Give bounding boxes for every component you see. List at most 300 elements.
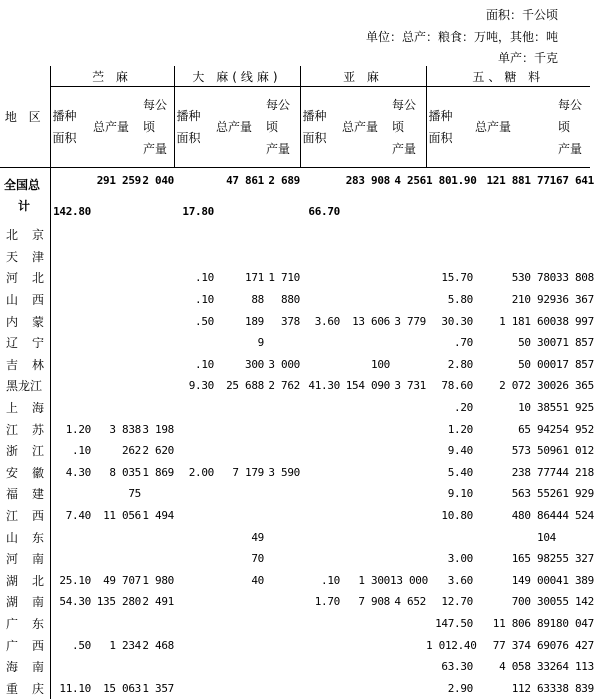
region-name: 湖南 xyxy=(0,591,50,613)
table-cell xyxy=(340,548,390,570)
table-cell: 55 327 xyxy=(556,548,590,570)
table-cell: 71 857 xyxy=(556,332,590,354)
column-subheader xyxy=(340,87,390,168)
table-cell: 2 762 xyxy=(264,375,300,397)
total-label: 计 xyxy=(4,199,30,213)
table-cell: 80 047 xyxy=(556,613,590,635)
region-column-header: 地 区 xyxy=(0,66,50,168)
table-cell xyxy=(214,397,264,419)
table-cell: 3.60 xyxy=(426,570,473,592)
table-cell xyxy=(300,677,340,699)
region-name: 内蒙 xyxy=(0,310,50,332)
table-row xyxy=(0,591,590,613)
group-header: 苎 麻 xyxy=(50,66,174,87)
table-row xyxy=(0,505,590,527)
table-row xyxy=(0,418,590,440)
table-cell xyxy=(141,332,174,354)
table-cell xyxy=(174,591,214,613)
table-cell: 300 xyxy=(214,354,264,376)
region-name: 福建 xyxy=(0,483,50,505)
total-row xyxy=(0,168,590,225)
table-cell xyxy=(340,246,390,268)
table-cell xyxy=(141,526,174,548)
group-header-row xyxy=(0,66,590,87)
table-cell xyxy=(300,634,340,656)
subheader-text: 每公 xyxy=(392,98,416,112)
table-cell xyxy=(141,289,174,311)
table-cell: 13 606 xyxy=(340,310,390,332)
table-cell xyxy=(141,310,174,332)
table-cell: 77 374 690 xyxy=(473,634,556,656)
table-cell xyxy=(214,634,264,656)
table-cell: 149 000 xyxy=(473,570,556,592)
table-cell xyxy=(141,483,174,505)
table-cell: 2 468 xyxy=(141,634,174,656)
table-cell: 54 952 xyxy=(556,418,590,440)
table-cell xyxy=(340,440,390,462)
table-cell xyxy=(174,418,214,440)
table-cell xyxy=(91,246,141,268)
table-cell xyxy=(91,354,141,376)
table-cell: 480 864 xyxy=(473,505,556,527)
column-subheader xyxy=(556,87,590,168)
table-cell xyxy=(214,483,264,505)
table-cell xyxy=(300,526,340,548)
region-name xyxy=(0,168,50,225)
table-cell xyxy=(390,397,426,419)
table-cell: 1 357 xyxy=(141,677,174,699)
table-cell: 563 552 xyxy=(473,483,556,505)
table-cell: 50 000 xyxy=(473,354,556,376)
table-cell: 165 982 xyxy=(473,548,556,570)
table-cell xyxy=(390,483,426,505)
table-cell xyxy=(300,418,340,440)
table-cell: 4.30 xyxy=(50,462,91,484)
region-name: 广西 xyxy=(0,634,50,656)
region-name: 山东 xyxy=(0,526,50,548)
table-cell xyxy=(264,418,300,440)
table-cell: .10 xyxy=(174,354,214,376)
unit-area-note: 面积：千公顷 xyxy=(486,6,558,23)
table-cell: 25.10 xyxy=(50,570,91,592)
table-cell: 5.40 xyxy=(426,462,473,484)
table-cell: 11.10 xyxy=(50,677,91,699)
table-cell xyxy=(174,332,214,354)
table-cell: 5.80 xyxy=(426,289,473,311)
table-cell xyxy=(91,289,141,311)
table-cell xyxy=(390,656,426,678)
table-row xyxy=(0,397,590,419)
table-cell: 880 xyxy=(264,289,300,311)
table-cell: 49 xyxy=(214,526,264,548)
region-name: 黑龙江 xyxy=(0,375,50,397)
table-cell xyxy=(174,656,214,678)
group-header: 亚 麻 xyxy=(300,66,426,87)
table-cell xyxy=(300,613,340,635)
table-cell: 15 063 xyxy=(91,677,141,699)
table-cell xyxy=(264,224,300,246)
table-cell: 3.60 xyxy=(300,310,340,332)
column-subheader xyxy=(390,87,426,168)
table-cell xyxy=(473,246,556,268)
table-cell: 78.60 xyxy=(426,375,473,397)
table-cell: 26 365 xyxy=(556,375,590,397)
subheader-text: 面积 xyxy=(429,131,453,145)
table-cell xyxy=(340,483,390,505)
table-cell: 3 000 xyxy=(264,354,300,376)
table-cell: 36 367 xyxy=(556,289,590,311)
table-cell xyxy=(141,656,174,678)
table-cell: 11 806 891 xyxy=(473,613,556,635)
table-cell xyxy=(300,483,340,505)
table-cell xyxy=(214,591,264,613)
table-cell xyxy=(141,354,174,376)
table-cell: 10 385 xyxy=(473,397,556,419)
table-cell: 262 xyxy=(91,440,141,462)
table-cell: 61 012 xyxy=(556,440,590,462)
table-cell: 530 780 xyxy=(473,267,556,289)
table-cell xyxy=(264,677,300,699)
table-cell: 104 xyxy=(473,526,556,548)
column-subheader xyxy=(141,87,174,168)
table-cell xyxy=(390,440,426,462)
table-cell xyxy=(300,332,340,354)
table-cell xyxy=(264,397,300,419)
table-cell xyxy=(264,246,300,268)
table-cell: 1 980 xyxy=(141,570,174,592)
table-cell: 3.00 xyxy=(426,548,473,570)
table-cell xyxy=(300,354,340,376)
subheader-text: 总产量 xyxy=(342,120,378,134)
subheader-text: 顷 xyxy=(143,120,155,134)
table-row xyxy=(0,570,590,592)
table-cell xyxy=(141,613,174,635)
region-name: 江西 xyxy=(0,505,50,527)
table-cell xyxy=(390,246,426,268)
table-cell xyxy=(174,613,214,635)
table-cell: 50 300 xyxy=(473,332,556,354)
table-cell xyxy=(174,397,214,419)
table-cell: 15.70 xyxy=(426,267,473,289)
region-name: 山西 xyxy=(0,289,50,311)
table-cell xyxy=(264,440,300,462)
table-cell xyxy=(340,332,390,354)
column-subheader xyxy=(473,87,556,168)
table-cell: 573 509 xyxy=(473,440,556,462)
table-row xyxy=(0,224,590,246)
table-cell xyxy=(390,613,426,635)
table-cell: 30.30 xyxy=(426,310,473,332)
table-cell: 291 259 xyxy=(91,168,141,225)
table-cell xyxy=(264,656,300,678)
table-cell xyxy=(556,526,590,548)
table-row xyxy=(0,613,590,635)
table-cell xyxy=(174,548,214,570)
table-row xyxy=(0,656,590,678)
table-cell xyxy=(390,462,426,484)
table-cell: .10 xyxy=(174,289,214,311)
table-cell xyxy=(390,526,426,548)
table-cell xyxy=(300,656,340,678)
subheader-text: 面积 xyxy=(53,131,77,145)
table-cell: 100 xyxy=(340,354,390,376)
table-cell: 2.90 xyxy=(426,677,473,699)
table-row xyxy=(0,526,590,548)
table-cell xyxy=(556,246,590,268)
table-cell xyxy=(390,289,426,311)
table-cell xyxy=(174,440,214,462)
table-cell: 378 xyxy=(264,310,300,332)
table-cell: 75 xyxy=(91,483,141,505)
table-cell: 700 300 xyxy=(473,591,556,613)
column-subheader xyxy=(174,87,214,168)
table-cell: 3 779 xyxy=(390,310,426,332)
table-cell: 1.20 xyxy=(426,418,473,440)
table-cell xyxy=(214,418,264,440)
region-name: 河北 xyxy=(0,267,50,289)
region-name: 河南 xyxy=(0,548,50,570)
table-cell: 2.00 xyxy=(174,462,214,484)
table-cell xyxy=(141,224,174,246)
table-cell: .70 xyxy=(426,332,473,354)
table-cell: 2 620 xyxy=(141,440,174,462)
table-cell: 63.30 xyxy=(426,656,473,678)
table-cell: 49 707 xyxy=(91,570,141,592)
table-cell xyxy=(174,677,214,699)
table-row xyxy=(0,483,590,505)
column-subheader xyxy=(300,87,340,168)
table-cell: 2 689 xyxy=(264,168,300,225)
table-cell xyxy=(91,267,141,289)
table-row xyxy=(0,289,590,311)
table-cell: 135 280 xyxy=(91,591,141,613)
table-cell: 1 234 xyxy=(91,634,141,656)
table-cell: 210 929 xyxy=(473,289,556,311)
table-cell: 3 198 xyxy=(141,418,174,440)
table-cell xyxy=(141,397,174,419)
subheader-text: 面积 xyxy=(303,131,327,145)
table-cell xyxy=(214,505,264,527)
table-cell: 1 494 xyxy=(141,505,174,527)
subheader-text: 产量 xyxy=(392,142,416,156)
region-name: 北京 xyxy=(0,224,50,246)
table-row xyxy=(0,246,590,268)
region-name: 重庆 xyxy=(0,677,50,699)
unit-yield-note: 单产：千克 xyxy=(498,49,558,66)
table-cell: 9 xyxy=(214,332,264,354)
table-row xyxy=(0,310,590,332)
table-cell xyxy=(426,526,473,548)
table-cell xyxy=(214,656,264,678)
table-header xyxy=(0,66,590,168)
table-cell xyxy=(300,548,340,570)
table-cell xyxy=(214,613,264,635)
table-cell xyxy=(300,505,340,527)
table-cell: 3 838 xyxy=(91,418,141,440)
subheader-text: 总产量 xyxy=(216,120,252,134)
table-cell xyxy=(264,526,300,548)
table-cell xyxy=(141,267,174,289)
table-cell xyxy=(174,246,214,268)
column-subheader xyxy=(214,87,264,168)
table-cell xyxy=(340,677,390,699)
table-cell xyxy=(556,224,590,246)
table-cell xyxy=(91,526,141,548)
table-cell: 147.50 xyxy=(426,613,473,635)
table-cell: 47 861 xyxy=(214,168,264,225)
table-cell xyxy=(300,440,340,462)
table-cell: 4 256 xyxy=(390,168,426,225)
table-cell: 54.30 xyxy=(50,591,91,613)
table-cell: 38 997 xyxy=(556,310,590,332)
table-cell xyxy=(340,224,390,246)
table-row xyxy=(0,677,590,699)
group-header: 五、糖 料 xyxy=(426,66,590,87)
table-cell xyxy=(50,375,91,397)
table-cell: 40 xyxy=(214,570,264,592)
table-cell xyxy=(340,267,390,289)
table-cell: .50 xyxy=(50,634,91,656)
region-name: 江苏 xyxy=(0,418,50,440)
table-cell: 70 xyxy=(214,548,264,570)
table-cell: 171 xyxy=(214,267,264,289)
table-cell: 9.30 xyxy=(174,375,214,397)
table-cell xyxy=(141,548,174,570)
table-cell xyxy=(340,613,390,635)
region-name: 辽宁 xyxy=(0,332,50,354)
table-row xyxy=(0,267,590,289)
table-cell xyxy=(300,462,340,484)
table-cell: 2 491 xyxy=(141,591,174,613)
table-cell: 76 427 xyxy=(556,634,590,656)
table-cell: 142.80 xyxy=(50,168,91,225)
subheader-text: 总产量 xyxy=(475,120,511,134)
table-cell xyxy=(390,634,426,656)
table-cell xyxy=(264,505,300,527)
region-name: 安徽 xyxy=(0,462,50,484)
table-cell xyxy=(340,634,390,656)
table-cell: 12.70 xyxy=(426,591,473,613)
table-cell: 7.40 xyxy=(50,505,91,527)
table-row xyxy=(0,548,590,570)
table-cell: 1 710 xyxy=(264,267,300,289)
table-row xyxy=(0,462,590,484)
table-cell xyxy=(91,375,141,397)
table-cell xyxy=(300,397,340,419)
table-row xyxy=(0,634,590,656)
table-row xyxy=(0,440,590,462)
table-cell: .50 xyxy=(174,310,214,332)
table-cell: 2.80 xyxy=(426,354,473,376)
table-cell: 44 524 xyxy=(556,505,590,527)
table-cell: 3 731 xyxy=(390,375,426,397)
table-cell: 38 839 xyxy=(556,677,590,699)
table-cell: 1 181 600 xyxy=(473,310,556,332)
column-subheader xyxy=(264,87,300,168)
table-cell xyxy=(214,246,264,268)
table-cell: 64 113 xyxy=(556,656,590,678)
table-cell xyxy=(174,634,214,656)
region-name: 湖北 xyxy=(0,570,50,592)
region-name: 海南 xyxy=(0,656,50,678)
table-cell: 44 218 xyxy=(556,462,590,484)
region-name: 广东 xyxy=(0,613,50,635)
table-cell: 3 590 xyxy=(264,462,300,484)
crop-statistics-table xyxy=(0,66,590,699)
table-cell xyxy=(340,462,390,484)
table-row xyxy=(0,354,590,376)
table-cell: 189 xyxy=(214,310,264,332)
subheader-text: 播种 xyxy=(53,109,77,123)
table-cell xyxy=(214,440,264,462)
table-cell: 4 058 332 xyxy=(473,656,556,678)
subheader-text: 每公 xyxy=(558,98,582,112)
table-cell xyxy=(91,613,141,635)
table-cell: 121 881 771 xyxy=(473,168,556,225)
table-cell xyxy=(340,289,390,311)
table-cell xyxy=(264,613,300,635)
table-cell: 1.70 xyxy=(300,591,340,613)
table-cell: 154 090 xyxy=(340,375,390,397)
table-cell xyxy=(174,224,214,246)
table-cell: 238 777 xyxy=(473,462,556,484)
table-cell xyxy=(91,397,141,419)
table-cell xyxy=(91,656,141,678)
table-cell xyxy=(340,526,390,548)
subheader-text: 顷 xyxy=(266,120,278,134)
table-cell xyxy=(300,267,340,289)
subheader-text: 产量 xyxy=(143,142,167,156)
table-row xyxy=(0,332,590,354)
subheader-text: 每公 xyxy=(143,98,167,112)
table-cell: 61 929 xyxy=(556,483,590,505)
table-cell: 283 908 xyxy=(340,168,390,225)
subheader-text: 总产量 xyxy=(93,120,129,134)
table-cell: 51 925 xyxy=(556,397,590,419)
table-cell: 2 040 xyxy=(141,168,174,225)
table-cell xyxy=(390,677,426,699)
table-cell: 55 142 xyxy=(556,591,590,613)
table-cell xyxy=(390,267,426,289)
table-cell xyxy=(300,289,340,311)
table-cell: .20 xyxy=(426,397,473,419)
region-name: 天津 xyxy=(0,246,50,268)
table-cell xyxy=(141,246,174,268)
table-cell xyxy=(264,332,300,354)
subheader-text: 播种 xyxy=(177,109,201,123)
table-cell: 7 908 xyxy=(340,591,390,613)
total-label: 全国总 xyxy=(4,178,40,192)
table-cell xyxy=(340,656,390,678)
table-cell: 1.20 xyxy=(50,418,91,440)
table-cell xyxy=(91,332,141,354)
table-cell: 1 869 xyxy=(141,462,174,484)
table-cell: 9.10 xyxy=(426,483,473,505)
group-header: 大 麻(线麻) xyxy=(174,66,300,87)
table-cell xyxy=(390,418,426,440)
table-cell xyxy=(390,548,426,570)
table-cell: 11 056 xyxy=(91,505,141,527)
subheader-text: 播种 xyxy=(303,109,327,123)
subheader-text: 顷 xyxy=(392,120,404,134)
table-cell: 1 300 xyxy=(340,570,390,592)
table-cell: 13 000 xyxy=(390,570,426,592)
subheader-text: 顷 xyxy=(558,120,570,134)
table-cell xyxy=(426,246,473,268)
table-cell xyxy=(174,526,214,548)
table-cell xyxy=(264,570,300,592)
table-cell xyxy=(300,246,340,268)
